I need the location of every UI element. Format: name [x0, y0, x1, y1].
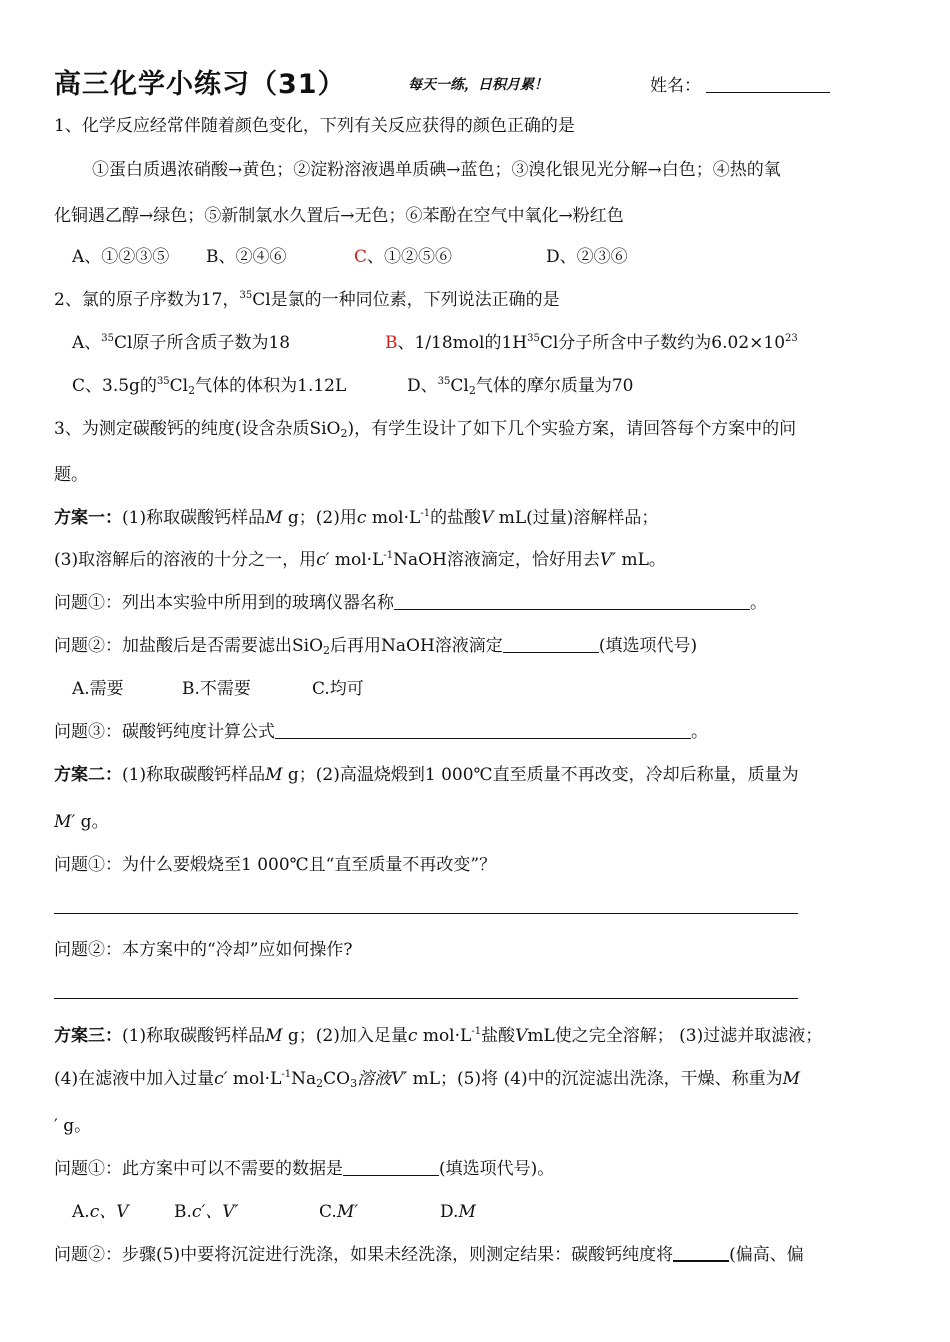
plan1-problem1 [54, 592, 767, 614]
q2-b-pre: 、1/18mol的1H [397, 333, 528, 353]
mass-number: 35 [101, 333, 115, 344]
q1-items-line1: ①蛋白质遇浓硝酸→黄色；②淀粉溶液遇单质碘→蓝色；③溴化银见光分解→白色；④热的氧 [92, 160, 781, 180]
text: 溶液 [357, 1069, 392, 1089]
text: (填选项代号)。 [439, 1159, 555, 1179]
exponent: 23 [785, 333, 798, 344]
text: mL(过量)溶解样品； [493, 508, 659, 528]
option-b[interactable] [174, 1201, 319, 1223]
q2-c-pre: C、3.5g的 [72, 376, 157, 396]
text: 盐酸 [481, 1026, 516, 1046]
mass-number: 35 [156, 376, 170, 387]
mass-number: 35 [437, 376, 451, 387]
q1-option-c-text: 、①②⑤⑥ [367, 247, 453, 267]
text: mL使之完全溶解； (3)过滤并取滤液； [527, 1026, 823, 1046]
answer-blank[interactable] [673, 1244, 729, 1262]
subscript: 2 [468, 384, 476, 397]
text: A. [72, 1202, 90, 1222]
name-label: 姓名： [650, 76, 701, 96]
subscript: 2 [323, 644, 331, 657]
q2-a-pre: A、 [72, 333, 102, 353]
var-M: M [782, 1069, 801, 1089]
q2-option-a[interactable] [72, 332, 385, 354]
q1-options [72, 246, 628, 268]
answer-blank[interactable] [343, 1159, 439, 1176]
q2-option-b[interactable] [385, 332, 798, 354]
q2-b-letter: B [385, 333, 398, 353]
q2-a-text: Cl原子所含质子数为18 [114, 333, 291, 353]
text: CO [323, 1069, 351, 1089]
q2-b-text: Cl分子所含中子数约为6.02×10 [539, 333, 786, 353]
var-M: M [265, 508, 283, 528]
plan1-problem3 [54, 721, 708, 743]
text: mol·L [366, 508, 421, 528]
text: mol·L [329, 550, 384, 570]
text: mol·L [227, 1069, 282, 1089]
q2-c-tail: 气体的体积为1.12L [195, 376, 347, 396]
text: g；(2)高温烧煅到1 000℃直至质量不再改变，冷却后称量，质量为 [282, 765, 799, 785]
answer-blank[interactable] [275, 722, 691, 739]
text: c、V [89, 1202, 129, 1222]
subscript: 2 [316, 1077, 324, 1090]
name-field[interactable] [706, 92, 830, 93]
page-title: 高三化学小练习（31） [54, 69, 346, 100]
q2-stem [54, 289, 560, 311]
text: M [458, 1202, 476, 1222]
answer-line[interactable] [54, 998, 798, 999]
subscript: 3 [350, 1077, 358, 1090]
text: 。 [750, 593, 767, 613]
text: g；(2)用 [282, 508, 357, 528]
var-V-prime: V′ [391, 1069, 408, 1089]
plan1-line1 [54, 507, 658, 529]
answer-line[interactable] [54, 913, 798, 914]
var-c: c [356, 508, 367, 528]
q1-option-b[interactable]: B、②④⑥ [206, 247, 287, 267]
text: c′、V′ [191, 1202, 239, 1222]
q2-stem-a: 2、氯的原子序数为17， [54, 290, 240, 310]
q2-d-tail: 气体的摩尔质量为70 [475, 376, 634, 396]
var-c: c [407, 1026, 418, 1046]
exponent: -1 [383, 550, 394, 561]
option-a[interactable] [72, 1201, 174, 1223]
text: mL；(5)将 (4)中的沉淀滤出洗涤，干燥、称重为 [407, 1069, 783, 1089]
plan3-problem2 [54, 1244, 804, 1266]
text: mL。 [616, 550, 666, 570]
exponent: -1 [420, 508, 431, 519]
q2-d-text: Cl [450, 376, 469, 396]
option-c[interactable] [319, 1201, 440, 1223]
q3-stem [54, 418, 796, 440]
text: 问题②：步骤(5)中要将沉淀进行洗涤，如果未经洗涤，则测定结果：碳酸钙纯度将 [54, 1245, 674, 1265]
text: (1)称取碳酸钙样品 [122, 1026, 266, 1046]
var-M: M [265, 1026, 283, 1046]
q1-option-d[interactable]: D、②③⑥ [546, 247, 628, 267]
q1-option-a[interactable]: A、①②③⑤ [72, 247, 170, 267]
text: (填选项代号) [598, 636, 698, 656]
plan1-label: 方案一： [54, 508, 122, 528]
plan3-line1 [54, 1025, 822, 1047]
text: g。 [57, 1116, 92, 1136]
text: (偏高、偏 [729, 1245, 804, 1265]
answer-blank[interactable] [503, 636, 599, 653]
text: g。 [75, 812, 109, 832]
var-c-prime: c′ [316, 550, 330, 570]
text: (3)取溶解后的溶液的十分之一，用 [54, 550, 317, 570]
q2-option-c[interactable] [72, 375, 407, 397]
motto: 每天一练，日积月累！ [408, 77, 548, 93]
plan2-line1 [54, 764, 799, 786]
plan3-line2 [54, 1068, 800, 1090]
prime-mark: ′ [54, 1116, 58, 1136]
text: (4)在滤液中加入过量 [54, 1069, 215, 1089]
text: 。 [691, 722, 708, 742]
text: D. [440, 1202, 459, 1222]
q3-stem-a: 3、为测定碳酸钙的纯度(设含杂质SiO [54, 419, 341, 439]
text: 后再用NaOH溶液滴定 [330, 636, 503, 656]
text: (1)称取碳酸钙样品 [122, 765, 266, 785]
text: 的盐酸 [430, 508, 482, 528]
q1-option-c[interactable] [354, 246, 546, 268]
q1-option-c-letter: C [354, 247, 368, 267]
exponent: -1 [281, 1069, 292, 1080]
var-V: V [481, 508, 494, 528]
q2-stem-b: Cl是氯的一种同位素，下列说法正确的是 [252, 290, 560, 310]
subscript: 2 [188, 384, 196, 397]
option-d[interactable] [440, 1201, 476, 1223]
mass-number: 35 [527, 333, 540, 344]
plan2-problem2: 问题②：本方案中的“冷却”应如何操作? [54, 940, 353, 960]
q2-c-text: Cl [169, 376, 189, 396]
var-c-prime: c′ [214, 1069, 228, 1089]
q2-d-pre: D、 [407, 376, 438, 396]
option-c[interactable]: C.均可 [312, 679, 364, 699]
plan1-line2 [54, 549, 666, 571]
mass-number: 35 [239, 290, 253, 301]
var-M-prime: M′ [54, 812, 76, 832]
plan3-line3 [54, 1115, 91, 1137]
q1-stem: 1、化学反应经常伴随着颜色变化，下列有关反应获得的颜色正确的是 [54, 116, 575, 136]
text: 问题①：此方案中可以不需要的数据是 [54, 1159, 343, 1179]
plan2-problem1: 问题①：为什么要煅烧至1 000℃且“直至质量不再改变”？ [54, 855, 497, 875]
text: mol·L [417, 1026, 472, 1046]
q3-stem-line2: 题。 [54, 465, 88, 485]
plan1-problem2 [54, 635, 697, 657]
text: M′ [336, 1202, 359, 1222]
q2-options-cd [72, 375, 633, 397]
var-M: M [265, 765, 283, 785]
plan3-label: 方案三： [54, 1026, 122, 1046]
var-V-prime: V′ [599, 550, 617, 570]
option-b[interactable]: B.不需要 [182, 679, 251, 699]
exponent: -1 [471, 1026, 482, 1037]
q2-option-d[interactable] [407, 375, 633, 397]
plan1-problem2-options [72, 678, 364, 700]
plan2-label: 方案二： [54, 765, 122, 785]
q1-items-line2: 化铜遇乙醇→绿色；⑤新制氯水久置后→无色；⑥苯酚在空气中氧化→粉红色 [54, 206, 624, 226]
q2-options-ab [72, 332, 798, 354]
subscript: 2 [340, 427, 348, 440]
text: Na [291, 1069, 317, 1089]
text: (1)称取碳酸钙样品 [122, 508, 266, 528]
plan3-problem1-options [72, 1201, 476, 1223]
var-V: V [515, 1026, 528, 1046]
text: 问题②：加盐酸后是否需要滤出SiO [54, 636, 324, 656]
answer-blank[interactable] [394, 593, 750, 610]
plan2-line2 [54, 811, 109, 833]
text: 问题③：碳酸钙纯度计算公式 [54, 722, 275, 742]
text: B. [174, 1202, 192, 1222]
text: g；(2)加入足量 [282, 1026, 408, 1046]
text: 问题①：列出本实验中所用到的玻璃仪器名称 [54, 593, 394, 613]
text: C. [319, 1202, 337, 1222]
plan3-problem1 [54, 1158, 554, 1180]
option-a[interactable]: A.需要 [72, 679, 124, 699]
text: NaOH溶液滴定，恰好用去 [393, 550, 600, 570]
q3-stem-b: )，有学生设计了如下几个实验方案，请回答每个方案中的问 [347, 419, 797, 439]
